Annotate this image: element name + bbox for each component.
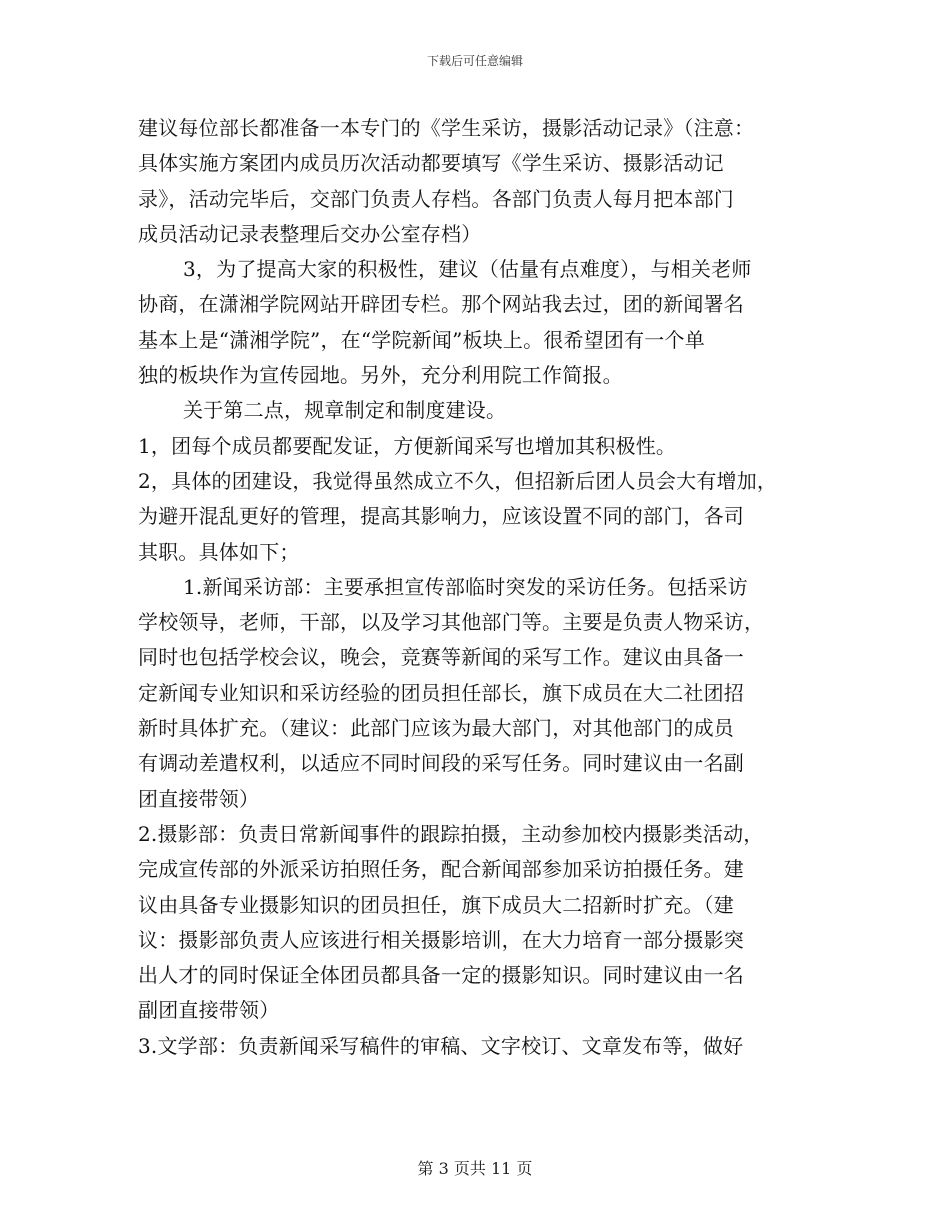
text-line: 具体实施方案团内成员历次活动都要填写《学生采访、摄影活动记 (138, 151, 724, 176)
text-line: 录》，活动完毕后，交部门负责人存档。各部门负责人每月把本部门 (138, 186, 734, 211)
text-line: 2，具体的团建设，我觉得虽然成立不久，但招新后团人员会大有增加， (138, 468, 778, 493)
text-line: 1.新闻采访部：主要承担宣传部临时突发的采访任务。包括采访 (183, 574, 748, 599)
text-line: 独的板块作为宣传园地。另外，充分利用院工作简报。 (138, 363, 623, 388)
text-line: 建议每位部长都准备一本专门的《学生采访，摄影活动记录》（注意： (138, 116, 755, 140)
text-line: 同时也包括学校会议，晚会，竞赛等新闻的采写工作。建议由具备一 (138, 645, 744, 670)
text-line: 议由具备专业摄影知识的团员担任，旗下成员大二招新时扩充。（建 (138, 892, 734, 917)
text-line: 新时具体扩充。（建议：此部门应该为最大部门，对其他部门的成员 (138, 716, 734, 741)
text-line: 1，团每个成员都要配发证，方便新闻采写也增加其积极性。 (138, 433, 677, 458)
text-line: 成员活动记录表整理后交办公室存档） (138, 221, 482, 246)
text-line: 团直接带领） (138, 786, 260, 811)
text-line: 出人才的同时保证全体团员都具备一定的摄影知识。同时建议由一名 (138, 963, 744, 988)
text-line: 学校领导，老师，干部，以及学习其他部门等。主要是负责人物采访， (138, 610, 765, 635)
text-line: 副团直接带领） (138, 998, 280, 1023)
text-line: 完成宣传部的外派采访拍照任务，配合新闻部参加采访拍摄任务。建 (138, 857, 744, 882)
text-line: 为避开混乱更好的管理，提高其影响力，应该设置不同的部门，各司 (138, 504, 744, 529)
text-line: 3，为了提高大家的积极性，建议（估量有点难度），与相关老师 (183, 257, 752, 282)
text-line: 定新闻专业知识和采访经验的团员担任部长，旗下成员在大二社团招 (138, 680, 744, 705)
document-body (138, 111, 838, 1064)
text-line: 2.摄影部：负责日常新闻事件的跟踪拍摄，主动参加校内摄影类活动， (138, 821, 764, 846)
text-line: 3.文学部：负责新闻采写稿件的审稿、文字校订、文章发布等，做好 (138, 1033, 744, 1058)
text-line: 关于第二点，规章制定和制度建设。 (183, 398, 507, 423)
text-line: 有调动差遣权利，以适应不同时间段的采写任务。同时建议由一名副 (138, 751, 744, 776)
text-line: 基本上是“潇湘学院”，在“学院新闻”板块上。很希望团有一个单 (138, 327, 705, 352)
page-footer: 第 3 页共 11 页 (417, 1159, 533, 1178)
page-header: 下载后可任意编辑 (426, 54, 523, 68)
text-line: 其职。具体如下； (138, 539, 300, 564)
text-line: 议：摄影部负责人应该进行相关摄影培训，在大力培育一部分摄影突 (138, 927, 744, 952)
text-line: 协商，在潇湘学院网站开辟团专栏。那个网站我去过，团的新闻署名 (138, 292, 744, 317)
